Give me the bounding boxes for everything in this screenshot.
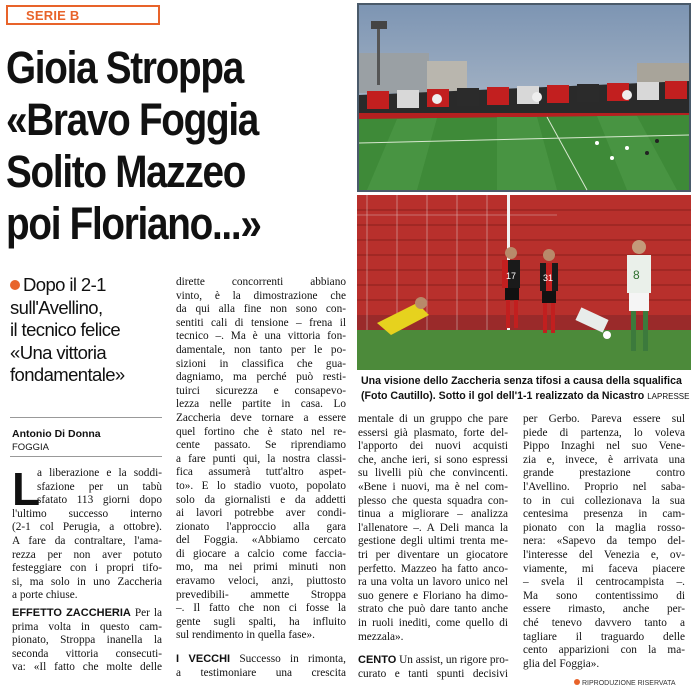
body-line: suo genere e Floriano ha dimo- [358, 589, 508, 602]
body-line: pionato con la maglia rosso- [523, 521, 685, 534]
section-heading: CENTO [358, 654, 397, 667]
body-line: si, ma solo in uno Zaccheria [12, 575, 162, 588]
body-line: – svela il centrocampista –. [523, 576, 685, 589]
copyright-text: RIPRODUZIONE RISERVATA [582, 680, 676, 687]
body-line: sfatato 113 giorni dopo [37, 494, 162, 507]
body-line: tri per diventare un giocatore [358, 548, 508, 561]
body-column-2 [176, 276, 346, 680]
body-line: cente passato. Se riprendiamo [176, 439, 346, 452]
body-text: Un assist, un rigore pro- [399, 654, 509, 667]
copyright-notice [574, 679, 676, 687]
divider [10, 456, 162, 457]
shirt-number: 31 [543, 273, 554, 283]
body-line: va: «Il fatto che molte delle [12, 661, 162, 674]
body-line: perfetto. Mazzeo ha fatto anco- [358, 562, 508, 575]
subhead-line: «Una vittoria [10, 341, 107, 363]
body-line: sentiti cali di tensione – frena il [176, 316, 346, 329]
body-line: strato che può dare tanto anche [358, 603, 508, 616]
body-line: curato e tanti spunti decisivi [358, 667, 508, 680]
body-line: prima volta in questo cam- [12, 620, 162, 633]
kicker-label: SERIE B [26, 8, 80, 23]
subhead-line: Dopo il 2-1 [23, 274, 106, 295]
body-line: pionato, Stroppa inanella la [12, 634, 162, 647]
body-line: a fare punti qui, la nostra classi- [176, 452, 346, 465]
body-line: (2-1 col Perugia, a ottobre). [12, 521, 162, 534]
body-line: su livelli più che convincenti. [358, 467, 508, 480]
body-line: sizioni in classifica che gua- [176, 357, 346, 370]
body-line: essersi già plasmato, forte del- [358, 426, 508, 439]
body-line: del Foggia. «Abbiamo cercato [176, 534, 346, 547]
body-line: dagniamo, ma perché può resti- [176, 371, 346, 384]
body-text: Per la [134, 606, 162, 619]
drop-cap: L [12, 463, 41, 515]
body-line: ché tenevo davvero tanto a [523, 616, 685, 629]
body-line: mo, ma nei primi minuti non [176, 561, 346, 574]
section-heading: I VECCHI [176, 653, 231, 666]
body-line: fica assumerà tutt'altro aspet- [176, 466, 346, 479]
body-line [12, 607, 162, 621]
body-line: zionato l'approccio alla gara [176, 520, 346, 533]
section-heading: EFFETTO ZACCHERIA [12, 606, 131, 619]
subheadline [10, 274, 168, 387]
photo-credit: LAPRESSE [647, 392, 690, 401]
body-line: damentale, non tanto per le po- [176, 343, 346, 356]
body-line: in ruoli inediti, come quello di [358, 616, 508, 629]
bullet-dot-icon [10, 280, 20, 290]
headline [6, 42, 307, 250]
body-line: gestione degli ultimi trenta me- [358, 535, 508, 548]
body-line: gente sugli spalti, ha influito [176, 615, 346, 628]
body-line: quel fortino che è stato nel re- [176, 425, 346, 438]
body-line: tecnico –. Ma è una vittoria fon- [176, 330, 346, 343]
copyright-dot-icon [574, 679, 580, 685]
body-line: cento apparizioni con la ma- [523, 644, 685, 657]
headline-line: Gioia Stroppa [6, 42, 243, 93]
shirt-number: 17 [506, 271, 517, 281]
caption-line: Una visione dello Zaccheria senza tifosi a causa della squalifica [361, 375, 682, 387]
body-line: essere rimasto, anche per- [523, 603, 685, 616]
subhead-line: fondamentale» [10, 364, 125, 385]
body-line: ra una volta un lavoro unico nel [358, 576, 508, 589]
body-line: plesso che questa squadra con- [358, 494, 508, 507]
body-line: to». E lo stadio vuoto, popolato [176, 479, 346, 492]
body-line: Ma sono contentissimo di [523, 589, 685, 602]
body-line: rezza per non aver potuto [12, 548, 162, 561]
body-line: zia e, invece, è arrivata una [523, 453, 685, 466]
body-line: solo da giornalisti e da addetti [176, 493, 346, 506]
section-kicker [6, 5, 160, 25]
body-line: grande prestazione contro [523, 467, 685, 480]
body-line: lezza nelle partite in casa. Lo [176, 398, 346, 411]
body-line: sul rendimento in quella fase». [176, 629, 315, 642]
body-line: centesima presenza in cam- [523, 508, 685, 521]
body-line: mentale di un gruppo che pare [358, 413, 508, 425]
body-line: a liberazione e la soddi- [37, 467, 162, 479]
body-line: mezzala». [358, 630, 404, 643]
divider [10, 417, 162, 418]
body-line: ai lavori potrebbe aver condi- [176, 507, 346, 520]
body-line: vinto, è la dimostrazione che [176, 289, 346, 302]
body-line: sfazione per un tabù [37, 480, 162, 493]
body-text: Successo in rimonta, [239, 653, 346, 666]
body-line: Pippo Inzaghi nel suo Vene- [523, 440, 685, 453]
goal-photo [357, 195, 691, 370]
body-line: piede di partenza, lo voleva [523, 426, 685, 439]
body-line: «Bene i nuovi, ma è nel com- [358, 480, 508, 493]
headline-line: Solito Mazzeo [6, 146, 246, 197]
body-line: che, anche ieri, si sono espressi [358, 453, 508, 466]
body-column-3 [358, 413, 508, 681]
body-line [176, 653, 346, 667]
body-line: tagliare il traguardo delle [523, 630, 685, 643]
subhead-line: il tecnico felice [10, 319, 121, 340]
body-line: festeggiare con i propri tifo- [12, 562, 162, 575]
headline-line: «Bravo Foggia [6, 94, 259, 145]
body-line: seconda vittoria consecuti- [12, 647, 162, 660]
shirt-number: 8 [633, 268, 640, 282]
photo-caption [361, 374, 691, 404]
body-line: l'Avellino. Proprio nel saba- [523, 480, 685, 493]
body-line: glia del Foggia». [523, 657, 600, 670]
body-column-1a [37, 467, 162, 508]
body-line: Zaccheria deve tornare a essere [176, 411, 346, 424]
body-line [358, 654, 508, 668]
body-line: tuirci sicurezza e consapevo- [176, 384, 346, 397]
body-line: per Gerbo. Pareva essere sul [523, 413, 685, 425]
body-line: prevedibili- ammette Stroppa [176, 588, 346, 601]
body-line: l'ultimo successo interno [12, 507, 162, 520]
body-line: a testimoniare una crescita [176, 666, 346, 679]
body-line: eravamo veloci, anzi, piuttosto [176, 575, 346, 588]
body-line: l'apporto dei nuovi acquisti [358, 440, 508, 453]
body-line: l'interesse del Venezia e, ov- [523, 548, 685, 561]
body-line: viamente, mi faceva piacere [523, 562, 685, 575]
body-line: –. Il fatto che non ci fosse la [176, 602, 346, 615]
subhead-line: sull'Avellino, [10, 296, 103, 318]
body-line: di giocare a calcio come faccia- [176, 547, 346, 560]
headline-line: poi Floriano...» [6, 198, 261, 249]
body-column-4 [523, 413, 685, 671]
body-line: dirette concorrenti abbiano [176, 276, 346, 288]
body-line: nera: «Sapevo da tempo del- [523, 535, 685, 548]
stadium-photo [357, 3, 691, 192]
body-column-1b [12, 508, 162, 675]
author-name: Antonio Di Donna [12, 428, 101, 440]
body-line: l'allenatore –. A Deli manca la [358, 521, 508, 534]
body-line: tinua a migliorare – analizza [358, 508, 508, 521]
dateline-place: FOGGIA [12, 442, 49, 453]
body-line: A fare da contraltare, l'ama- [12, 534, 162, 547]
body-line: to in cui collezionava la sua [523, 494, 685, 507]
body-line: da qui alla fine non sono con- [176, 303, 346, 316]
body-line: a porte chiuse. [12, 589, 78, 602]
caption-line: (Foto Cautillo). Sotto il gol dell'1-1 realizzato da Nicastro [361, 390, 645, 402]
